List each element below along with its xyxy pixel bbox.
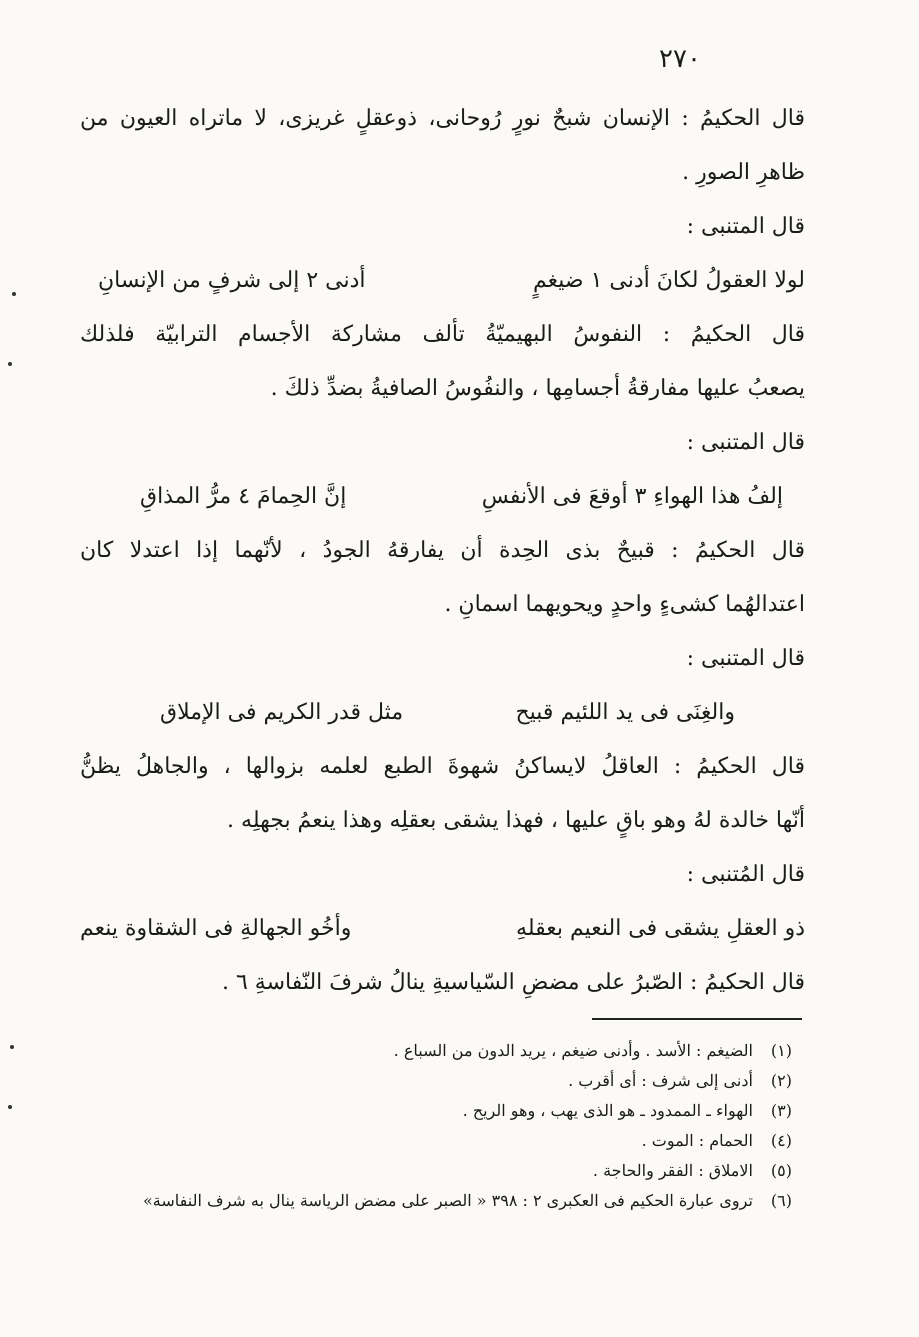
verse-first-hemistich: لولا العقولُ لكانَ أدنى ١ ضيغمٍ <box>533 268 805 293</box>
text-line: قال الحكيمُ : العاقلُ لايساكنُ شهوةَ الطبع لعلمه بزوالها ، والجاهلُ يظنُّ <box>80 754 805 779</box>
verse-second-hemistich: وأخُو الجهالةِ فى الشقاوة ينعم <box>80 916 352 941</box>
footnote-text: الاملاق : الفقر والحاجة . <box>592 1161 753 1180</box>
margin-speck <box>12 292 16 296</box>
verse-line <box>80 902 805 956</box>
text-line: قال الحكيمُ : الصّبرُ على مضضِ السّياسيةِ ينالُ شرفَ النّفاسةِ ٦ . <box>221 970 805 995</box>
verse-second-hemistich: مثل قدر الكريم فى الإملاق <box>160 700 404 725</box>
section-heading: قال المتنبى : <box>686 214 805 239</box>
footnote-number: (٦) <box>770 1191 792 1210</box>
footnote <box>80 1126 792 1156</box>
text-line: يصعبُ عليها مفارقةُ أجسامِها ، والنفُوسُ الصافيةُ بضدِّ ذلكَ . <box>270 376 805 401</box>
footnote-separator <box>592 1018 802 1020</box>
text-line: قال الحكيمُ : النفوسُ البهيميّةُ تألف مشاركة الأجسام الترابيّة فلذلك <box>80 322 805 347</box>
main-text <box>80 92 805 1010</box>
section-heading: قال المتنبى : <box>686 430 805 455</box>
margin-speck <box>8 362 12 366</box>
text-line: أنّها خالدة لهُ وهو باقٍ عليها ، فهذا يشقى بعقلِه وهذا ينعمُ بجهلِه . <box>227 808 805 833</box>
section-heading: قال المتنبى : <box>686 646 805 671</box>
footnote <box>80 1036 792 1066</box>
section-heading: قال المُتنبى : <box>686 862 805 887</box>
margin-speck <box>8 1105 12 1109</box>
page-number: ٢٧٠ <box>659 44 701 74</box>
footnote-text: الحمام : الموت . <box>641 1131 753 1150</box>
footnote-text: الضيغم : الأسد . وأدنى ضيغم ، يريد الدون من السباع . <box>393 1041 753 1060</box>
footnote-text: تروى عبارة الحكيم فى العكبرى ٢ : ٣٩٨ « الصبر على مضض الرياسة ينال به شرف النفاسة» <box>143 1191 753 1210</box>
footnote-number: (٤) <box>770 1131 792 1150</box>
verse-first-hemistich: ذو العقلِ يشقى فى النعيم بعقلهِ <box>516 916 805 941</box>
footnotes <box>80 1036 792 1216</box>
footnote <box>80 1186 792 1216</box>
verse-line <box>98 254 805 308</box>
text-line: قال الحكيمُ : الإنسان شبحٌ نورٍ رُوحانى، ذوعقلٍ غريزى، لا ماتراه العيون من <box>80 106 805 131</box>
verse-line <box>140 470 783 524</box>
verse-first-hemistich: والغِنَى فى يد اللئيم قبيح <box>515 700 735 725</box>
footnote <box>80 1156 792 1186</box>
verse-second-hemistich: إنَّ الحِمامَ ٤ مرُّ المذاقِ <box>140 484 347 509</box>
footnote-number: (١) <box>770 1041 792 1060</box>
verse-line <box>160 686 735 740</box>
footnote-text: أدنى إلى شرف : أى أقرب . <box>568 1071 753 1090</box>
text-line: اعتدالهُما كشىءٍ واحدٍ ويحويهما اسمانِ . <box>444 592 805 617</box>
footnote-number: (٣) <box>770 1101 792 1120</box>
text-line: ظاهرِ الصورِ . <box>682 160 805 185</box>
footnote-number: (٢) <box>770 1071 792 1090</box>
verse-first-hemistich: إلفُ هذا الهواءِ ٣ أوقعَ فى الأنفسِ <box>481 484 783 509</box>
footnote <box>80 1096 792 1126</box>
margin-speck <box>10 1045 14 1049</box>
footnote-number: (٥) <box>770 1161 792 1180</box>
verse-second-hemistich: أدنى ٢ إلى شرفٍ من الإنسانِ <box>98 268 366 293</box>
footnote <box>80 1066 792 1096</box>
text-line: قال الحكيمُ : قبيحٌ بذى الحِدة أن يفارقهُ الجودُ ، لأنّهما إذا اعتدلا كان <box>80 538 805 563</box>
footnote-text: الهواء ـ الممدود ـ هو الذى يهب ، وهو الريح . <box>462 1101 753 1120</box>
